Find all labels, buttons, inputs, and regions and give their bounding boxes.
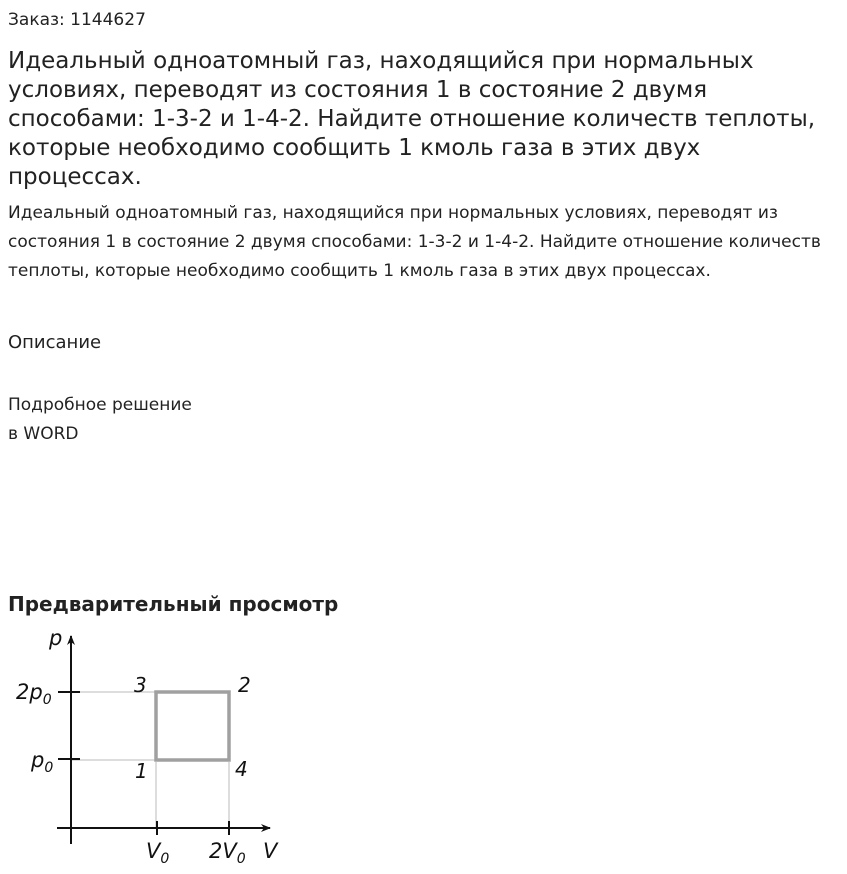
order-number: Заказ: 1144627 [8, 10, 146, 30]
tick-label-p0-sub: 0 [44, 760, 54, 776]
state-label-2: 2 [238, 673, 251, 697]
preview-heading: Предварительный просмотр [8, 592, 339, 616]
v-axis-label: V [263, 839, 278, 863]
tick-label-2p0-main: 2p [16, 680, 43, 704]
tick-label-2v0-main: 2V [209, 839, 237, 863]
solution-line-2: в WORD [8, 424, 79, 444]
tick-label-2v0-sub: 0 [236, 851, 246, 867]
solution-format-note [8, 391, 192, 449]
tick-label-p0 [30, 748, 53, 776]
tick-label-2p0 [16, 680, 52, 708]
tick-label-v0 [146, 839, 169, 867]
process-cycle [156, 692, 229, 760]
tick-label-v0-sub: 0 [160, 851, 170, 867]
problem-title: Идеальный одноатомный газ, находящийся при нормальных условиях, переводят из состояния 1 в состояние 2 двумя способами: 1-3-2 и 1-4-2. Найдите отношение количеств теплоты, которые необходимо сообщить 1 кмоль газа в этих двух процессах. [8, 48, 816, 190]
pv-diagram [0, 622, 300, 874]
problem-text: Идеальный одноатомный газ, находящийся при нормальных условиях, переводят из состояния 1 в состояние 2 двумя способами: 1-3-2 и 1-4-2. Найдите отношение количеств теплоты, которые необходимо сообщить 1 кмоль газа в этих двух процессах. [8, 203, 821, 281]
solution-line-1: Подробное решение [8, 395, 192, 415]
state-label-4: 4 [235, 757, 248, 781]
tick-label-2p0-sub: 0 [42, 692, 52, 708]
description-label: Описание [8, 332, 102, 353]
tick-label-p0-main: p [31, 748, 45, 772]
state-label-3: 3 [134, 673, 147, 697]
state-label-1: 1 [135, 759, 148, 783]
p-axis-label: p [49, 626, 63, 650]
tick-label-v0-main: V [146, 839, 161, 863]
tick-label-2v0 [209, 839, 246, 867]
